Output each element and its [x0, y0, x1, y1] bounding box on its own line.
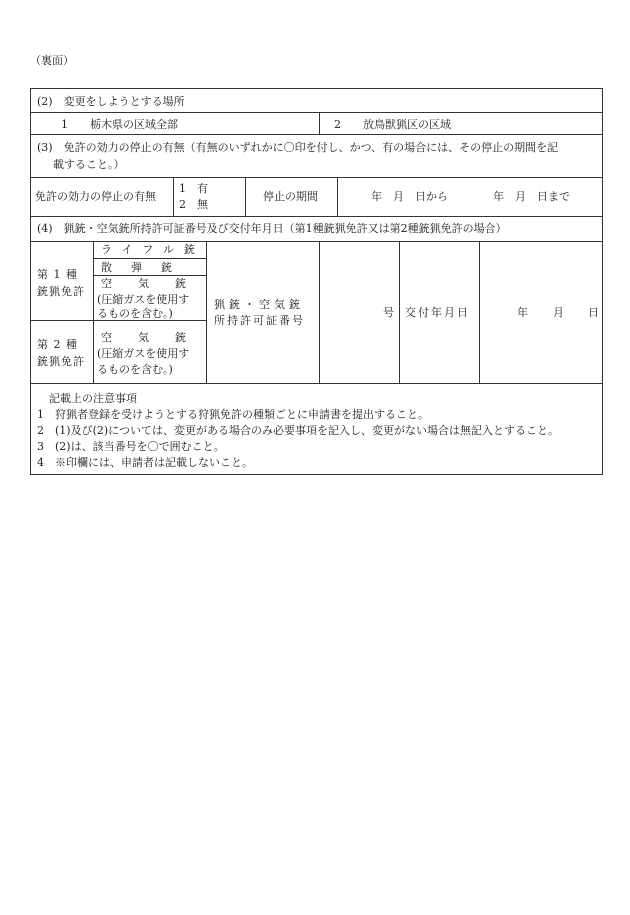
suspension-no[interactable]: 2 無 [179, 198, 208, 211]
divider [31, 320, 206, 321]
issue-month: 月 [553, 306, 564, 319]
divider [31, 383, 602, 384]
divider [319, 112, 320, 134]
notes-title: 記載上の注意事項 [49, 392, 137, 405]
suspension-label: 免許の効力の停止の有無 [35, 190, 156, 203]
permit-label-line2: 所持許可証番号 [214, 314, 305, 327]
rifle-label: ライフル銃 [101, 243, 205, 256]
airgun2-label: 空気銃 [101, 331, 212, 344]
divider [31, 134, 602, 135]
suspension-period-label: 停止の期間 [263, 190, 318, 203]
period-to[interactable]: 年 月 日まで [493, 190, 570, 203]
class2-label-line2: 銃猟免許 [37, 355, 85, 368]
section3-heading-cont: 載すること。） [53, 158, 125, 171]
page-label: （裏面） [30, 54, 74, 67]
divider [245, 177, 246, 216]
divider [337, 177, 338, 216]
issue-date-label: 交付年月日 [405, 306, 470, 319]
airgun2-note-line1: (圧縮ガスを使用す [97, 347, 190, 360]
divider [206, 241, 207, 383]
airgun2-note-line2: るものを含む。) [97, 363, 173, 376]
class1-label-line2: 銃猟免許 [37, 285, 85, 298]
class2-label-line1: 第 2 種 [37, 338, 78, 351]
issue-year: 年 [517, 306, 528, 319]
divider [31, 241, 602, 242]
period-from[interactable]: 年 月 日から [371, 190, 448, 203]
divider [31, 177, 602, 178]
divider [319, 241, 320, 383]
divider [93, 258, 206, 259]
airgun1-label: 空気銃 [101, 277, 212, 290]
divider [93, 275, 206, 276]
location-option-1[interactable]: 1 栃木県の区域全部 [61, 118, 178, 131]
divider [31, 112, 602, 113]
note-item: 3 (2)は、該当番号を〇で囲むこと。 [37, 440, 225, 453]
divider [173, 177, 174, 216]
airgun1-note-line1: (圧縮ガスを使用す [97, 293, 190, 306]
number-suffix: 号 [383, 306, 394, 319]
change-request-form [30, 88, 603, 475]
divider [93, 241, 94, 383]
class1-label-line1: 第 1 種 [37, 268, 78, 281]
airgun1-note-line2: るものを含む。) [97, 307, 173, 320]
divider [31, 216, 602, 217]
note-item: 1 狩猟者登録を受けようとする狩猟免許の種類ごとに申請書を提出すること。 [37, 408, 429, 421]
divider [479, 241, 480, 383]
divider [399, 241, 400, 383]
section3-heading: (3) 免許の効力の停止の有無（有無のいずれかに〇印を付し、かつ、有の場合には、その停止の期間を記 [37, 141, 559, 154]
section2-heading: (2) 変更をしようとする場所 [37, 95, 185, 108]
suspension-yes[interactable]: 1 有 [179, 182, 208, 195]
note-item: 4 ※印欄には、申請者は記載しないこと。 [37, 456, 253, 469]
issue-day: 日 [588, 306, 599, 319]
note-item: 2 (1)及び(2)については、変更がある場合のみ必要事項を記入し、変更がない場合は無記入とすること。 [37, 424, 559, 437]
permit-label-line1: 猟銃・空気銃 [214, 298, 304, 311]
section4-heading: (4) 猟銃・空気銃所持許可証番号及び交付年月日（第1種銃猟免許又は第2種銃猟免許の場合） [37, 222, 507, 235]
shotgun-label: 散弾銃 [101, 261, 191, 274]
location-option-2[interactable]: 2 放鳥獣猟区の区域 [334, 118, 451, 131]
